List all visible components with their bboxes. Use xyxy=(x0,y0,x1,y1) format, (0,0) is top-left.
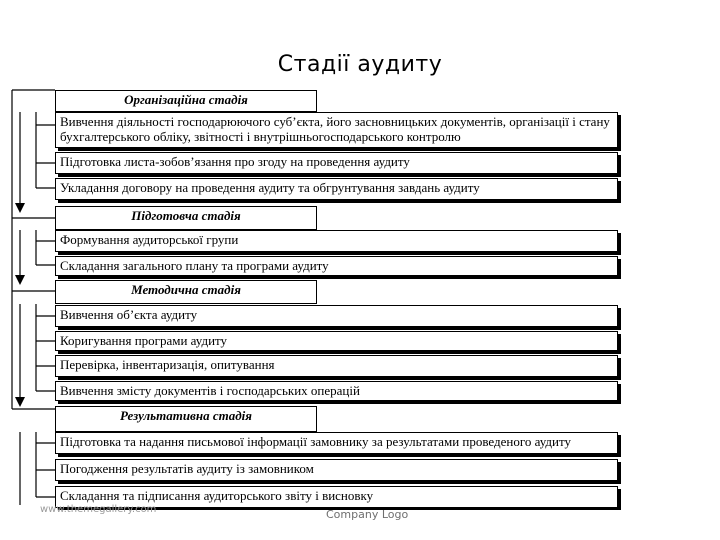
stage-item: Вивчення змісту документів і господарських операцій xyxy=(55,381,618,401)
stage-box: Підготовча стадія xyxy=(55,206,317,230)
stage-item: Складання загального плану та програми аудиту xyxy=(55,256,618,276)
stage-item: Формування аудиторської групи xyxy=(55,230,618,252)
arrow-head xyxy=(15,203,25,213)
stage-item: Складання та підписання аудиторського звіту і висновку xyxy=(55,486,618,508)
footer-company-logo: Company Logo xyxy=(326,508,409,521)
stage-item: Вивчення діяльності господарюючого суб’єкта, його засновницьких документів, організації і стану бухгалтерського обліку, звітності і внутрішньогосподарського контролю xyxy=(55,112,618,148)
stage-box: Організаційна стадія xyxy=(55,90,317,112)
stage-item: Погодження результатів аудиту із замовником xyxy=(55,459,618,481)
stage-item: Укладання договору на проведення аудиту та обгрунтування завдань аудиту xyxy=(55,178,618,200)
stage-item: Коригування програми аудиту xyxy=(55,331,618,351)
stage-item: Вивчення об’єкта аудиту xyxy=(55,305,618,327)
stage-item: Підготовка листа-зобов’язання про згоду на проведення аудиту xyxy=(55,152,618,174)
footer-website: www.themegallery.com xyxy=(40,504,157,515)
arrow-head xyxy=(15,397,25,407)
stage-item: Підготовка та надання письмової інформації замовнику за результатами проведеного аудиту xyxy=(55,432,618,454)
page-title: Стадії аудиту xyxy=(277,52,443,77)
arrow-head xyxy=(15,275,25,285)
stage-item: Перевірка, інвентаризація, опитування xyxy=(55,355,618,377)
stage-box: Результативна стадія xyxy=(55,406,317,432)
stage-box: Методична стадія xyxy=(55,280,317,304)
